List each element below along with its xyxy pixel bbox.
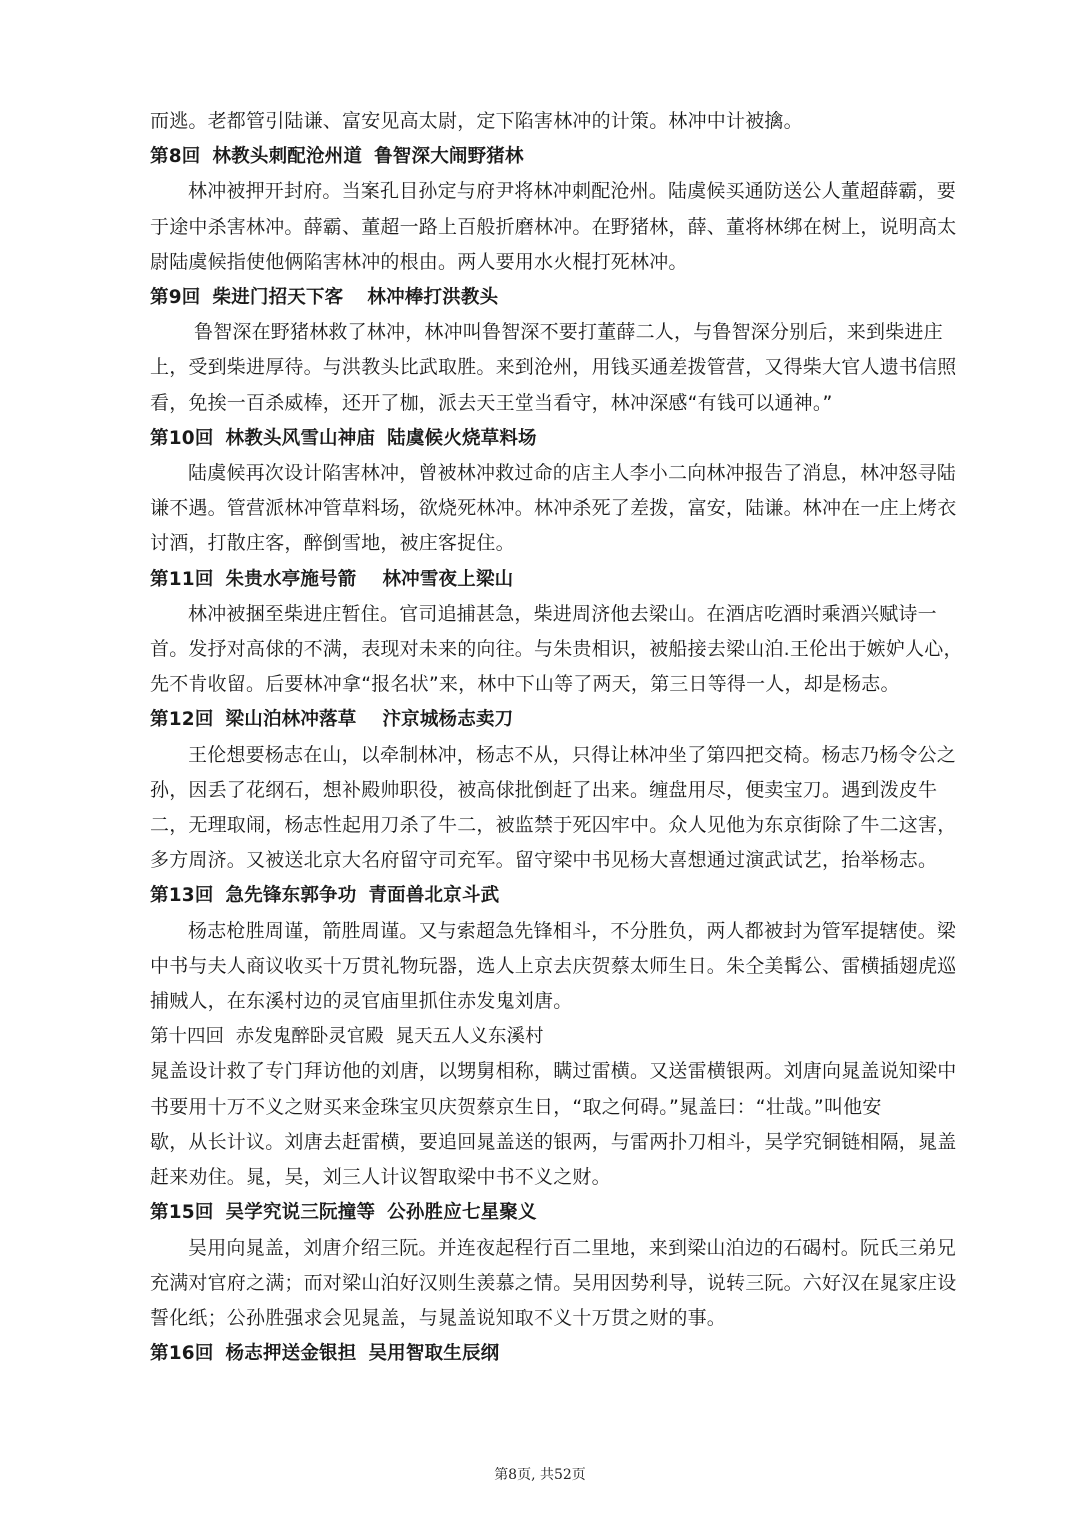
text-line: 林冲被押开封府。当案孔目孙定与府尹将林冲刺配沧州。陆虞候买通防送公人董超薛霸，要 (188, 180, 957, 203)
text-line: 鲁智深在野猪林救了林冲，林冲叫鲁智深不要打董薛二人，与鲁智深分别后，来到柴进庄 (194, 321, 943, 344)
chapter-heading: 第15回 吴学究说三阮撞等 公孙胜应七星聚义 (150, 1202, 537, 1224)
text-line: 谦不遇。管营派林冲管草料场，欲烧死林冲。林冲杀死了差拨，富安，陆谦。林冲在一庄上烤衣 (150, 497, 957, 520)
text-line: 陆虞候再次设计陷害林冲，曾被林冲救过命的店主人李小二向林冲报告了消息，林冲怒寻陆 (188, 462, 957, 485)
page-number: 第8页, 共52页 (494, 1467, 586, 1483)
text-line: 看，免挨一百杀威棒，还开了枷，派去天王堂当看守，林冲深感“有钱可以通神。” (150, 391, 833, 414)
text-line: 吴用向晁盖，刘唐介绍三阮。并连夜起程行百二里地，来到梁山泊边的石碣村。阮氏三弟兄 (188, 1236, 957, 1259)
text-line: 首。发抒对高俅的不满，表现对未来的向往。与朱贵相识，被船接去梁山泊.王伦出于嫉妒人心， (150, 638, 963, 661)
text-line: 书要用十万不义之财买来金珠宝贝庆贺蔡京生日，“取之何碍。”晁盖曰：“壮哉。”叫他安 (150, 1095, 882, 1118)
text-line: 王伦想要杨志在山，以牵制林冲，杨志不从，只得让林冲坐了第四把交椅。杨志乃杨令公之 (188, 743, 957, 766)
text-line: 孙，因丢了花纲石，想补殿帅职役，被高俅批倒赶了出来。缠盘用尽，便卖宝刀。遇到泼皮牛 (150, 778, 938, 801)
text-line: 于途中杀害林冲。薛霸、董超一路上百般折磨林冲。在野猪林，薛、董将林绑在树上，说明高太 (150, 215, 957, 238)
chapter-heading: 第9回 柴进门招天下客 林冲棒打洪教头 (150, 287, 499, 309)
text-line: 林冲被捆至柴进庄暂住。官司追捕甚急，柴进周济他去梁山。在酒店吃酒时乘酒兴赋诗一 (188, 602, 937, 625)
text-line: 讨酒，打散庄客，醉倒雪地，被庄客捉住。 (150, 532, 515, 555)
chapter-heading: 第10回 林教头风雪山神庙 陆虞候火烧草料场 (150, 427, 537, 449)
text-line: 中书与夫人商议收买十万贯礼物玩器，选人上京去庆贺蔡太师生日。朱仝美髯公、雷横插翅虎巡 (150, 954, 957, 977)
text-line: 而逃。老都管引陆谦、富安见高太尉，定下陷害林冲的计策。林冲中计被擒。 (150, 110, 803, 132)
chapter-heading: 第十四回 赤发鬼醉卧灵官殿 晁天五人义东溪村 (150, 1026, 544, 1048)
chapter-heading: 第16回 杨志押送金银担 吴用智取生辰纲 (150, 1343, 500, 1365)
text-line: 多方周济。又被送北京大名府留守司充军。留守梁中书见杨大喜想通过演武试艺，抬举杨志。 (150, 849, 938, 872)
text-line: 先不肯收留。后要林冲拿“报名状”来，林中下山等了两天，第三日等得一人，却是杨志。 (150, 673, 900, 696)
chapter-heading: 第12回 梁山泊林冲落草 汴京城杨志卖刀 (150, 709, 514, 731)
text-line: 上，受到柴进厚待。与洪教头比武取胜。来到沧州，用钱买通差拨管营，又得柴大官人遗书信照 (150, 356, 957, 379)
chapter-heading: 第8回 林教头刺配沧州道 鲁智深大闹野猪林 (150, 146, 524, 168)
text-line: 杨志枪胜周谨，箭胜周谨。又与索超急先锋相斗，不分胜负，两人都被封为管军提辖使。梁 (188, 919, 957, 942)
text-line: 捕贼人，在东溪村边的灵官庙里抓住赤发鬼刘唐。 (150, 990, 573, 1013)
text-line: 赶来劝住。晁，吴，刘三人计议智取梁中书不义之财。 (150, 1166, 611, 1189)
text-line: 晁盖设计救了专门拜访他的刘唐，以甥舅相称，瞒过雷横。又送雷横银两。刘唐向晁盖说知梁中 (150, 1060, 957, 1083)
text-line: 誓化纸；公孙胜强求会见晁盖，与晁盖说知取不义十万贯之财的事。 (150, 1306, 727, 1329)
text-line: 歇，从长计议。刘唐去赶雷横，要追回晁盖送的银两，与雷两扑刀相斗，吴学究铜链相隔，晁盖 (150, 1130, 957, 1153)
text-line: 尉陆虞候指使他俩陷害林冲的根由。两人要用水火棍打死林冲。 (150, 250, 688, 273)
text-line: 充满对官府之满；而对梁山泊好汉则生羡慕之情。吴用因势利导，说转三阮。六好汉在晁家庄设 (150, 1271, 957, 1294)
chapter-heading: 第11回 朱贵水亭施号箭 林冲雪夜上梁山 (150, 568, 514, 590)
text-line: 二，无理取闹，杨志性起用刀杀了牛二，被监禁于死囚牢中。众人见他为东京街除了牛二这害， (150, 814, 957, 837)
chapter-heading: 第13回 急先锋东郭争功 青面兽北京斗武 (150, 885, 500, 907)
